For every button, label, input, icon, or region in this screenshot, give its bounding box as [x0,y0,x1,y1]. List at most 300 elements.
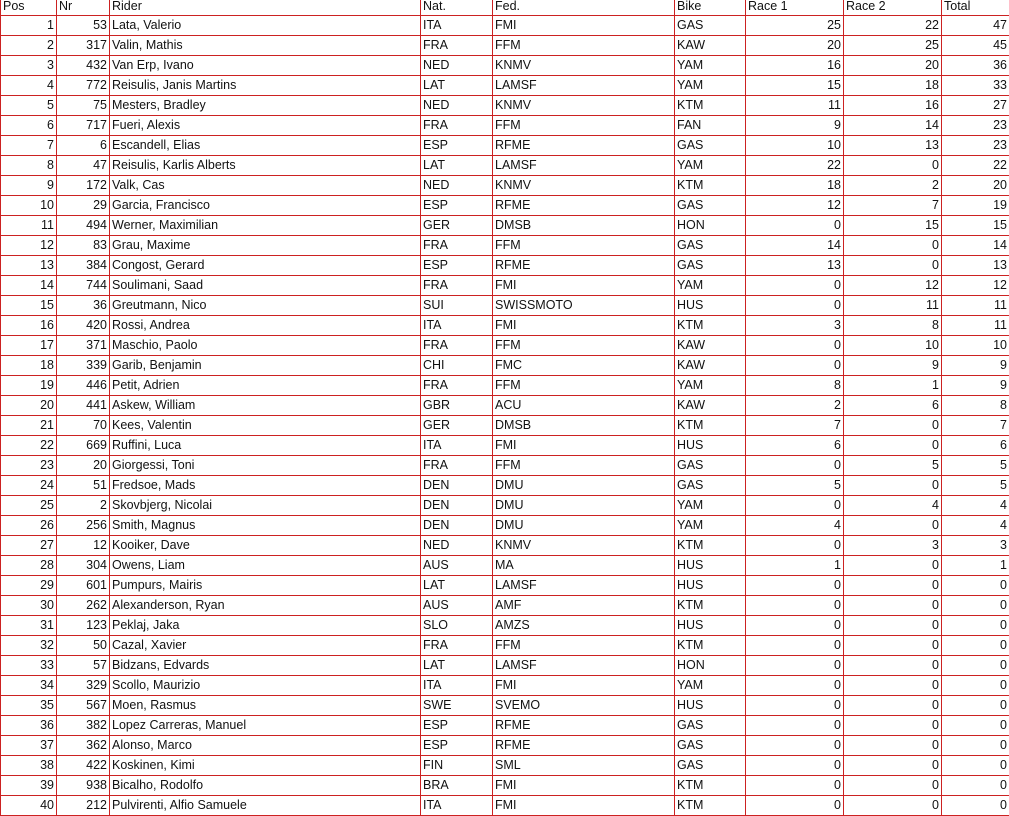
cell-race2: 0 [844,236,942,256]
table-row [1,376,1009,396]
table-row [1,636,1009,656]
cell-bike: FAN [675,116,746,136]
cell-race2: 0 [844,576,942,596]
cell-race1: 0 [746,456,844,476]
table-row [1,416,1009,436]
cell-race2: 0 [844,776,942,796]
cell-race2: 0 [844,796,942,816]
cell-bike: GAS [675,196,746,216]
table-row [1,36,1009,56]
cell-nat: ESP [421,136,493,156]
header-total: Total [942,0,1009,16]
cell-total: 9 [942,376,1009,396]
cell-nat: FRA [421,456,493,476]
cell-pos: 22 [1,436,57,456]
cell-pos: 16 [1,316,57,336]
cell-rider: Koskinen, Kimi [110,756,421,776]
table-row [1,696,1009,716]
cell-rider: Petit, Adrien [110,376,421,396]
table-row [1,176,1009,196]
cell-race1: 0 [746,616,844,636]
cell-bike: YAM [675,676,746,696]
cell-nat: DEN [421,516,493,536]
cell-bike: HUS [675,556,746,576]
cell-rider: Bidzans, Edvards [110,656,421,676]
cell-fed: KNMV [493,96,675,116]
cell-total: 0 [942,776,1009,796]
cell-nr: 29 [57,196,110,216]
cell-nat: FRA [421,376,493,396]
cell-nat: NED [421,56,493,76]
cell-total: 5 [942,476,1009,496]
cell-bike: GAS [675,736,746,756]
cell-rider: Askew, William [110,396,421,416]
cell-bike: YAM [675,516,746,536]
cell-race2: 10 [844,336,942,356]
table-row [1,276,1009,296]
table-row [1,196,1009,216]
cell-bike: HUS [675,576,746,596]
cell-nat: NED [421,176,493,196]
cell-pos: 15 [1,296,57,316]
cell-pos: 14 [1,276,57,296]
cell-bike: GAS [675,136,746,156]
cell-fed: FMI [493,316,675,336]
table-row [1,256,1009,276]
cell-race2: 7 [844,196,942,216]
cell-pos: 32 [1,636,57,656]
table-row [1,116,1009,136]
table-row [1,496,1009,516]
cell-fed: RFME [493,136,675,156]
cell-bike: GAS [675,256,746,276]
cell-race2: 22 [844,16,942,36]
cell-race2: 15 [844,216,942,236]
cell-rider: Werner, Maximilian [110,216,421,236]
cell-race1: 14 [746,236,844,256]
cell-rider: Cazal, Xavier [110,636,421,656]
cell-total: 23 [942,116,1009,136]
cell-pos: 12 [1,236,57,256]
cell-bike: HON [675,216,746,236]
cell-race1: 2 [746,396,844,416]
cell-total: 5 [942,456,1009,476]
cell-bike: YAM [675,376,746,396]
cell-nat: FRA [421,276,493,296]
cell-race2: 0 [844,636,942,656]
cell-nat: GBR [421,396,493,416]
table-row [1,356,1009,376]
cell-race1: 0 [746,776,844,796]
cell-rider: Van Erp, Ivano [110,56,421,76]
cell-pos: 3 [1,56,57,76]
cell-race1: 0 [746,276,844,296]
cell-fed: DMSB [493,216,675,236]
cell-race2: 0 [844,596,942,616]
cell-total: 7 [942,416,1009,436]
cell-rider: Owens, Liam [110,556,421,576]
cell-race2: 0 [844,436,942,456]
header-race2: Race 2 [844,0,942,16]
table-row [1,316,1009,336]
cell-total: 10 [942,336,1009,356]
cell-rider: Moen, Rasmus [110,696,421,716]
header-row [1,0,1009,16]
cell-pos: 34 [1,676,57,696]
cell-rider: Mesters, Bradley [110,96,421,116]
cell-race1: 0 [746,576,844,596]
cell-nat: LAT [421,576,493,596]
cell-bike: HUS [675,616,746,636]
cell-race2: 0 [844,416,942,436]
cell-pos: 40 [1,796,57,816]
cell-fed: SWISSMOTO [493,296,675,316]
cell-total: 8 [942,396,1009,416]
cell-bike: YAM [675,56,746,76]
cell-race1: 9 [746,116,844,136]
cell-total: 47 [942,16,1009,36]
cell-race2: 0 [844,676,942,696]
cell-rider: Rossi, Andrea [110,316,421,336]
cell-bike: GAS [675,236,746,256]
cell-fed: FMI [493,276,675,296]
cell-fed: FMC [493,356,675,376]
table-row [1,136,1009,156]
cell-race1: 25 [746,16,844,36]
cell-race1: 5 [746,476,844,496]
cell-rider: Smith, Magnus [110,516,421,536]
cell-race2: 0 [844,256,942,276]
cell-race1: 12 [746,196,844,216]
cell-nat: NED [421,96,493,116]
cell-bike: KTM [675,96,746,116]
cell-fed: KNMV [493,536,675,556]
table-row [1,296,1009,316]
cell-pos: 8 [1,156,57,176]
cell-nr: 50 [57,636,110,656]
table-row [1,556,1009,576]
cell-rider: Escandell, Elias [110,136,421,156]
cell-pos: 37 [1,736,57,756]
cell-nr: 172 [57,176,110,196]
cell-race2: 12 [844,276,942,296]
cell-total: 23 [942,136,1009,156]
results-body [1,16,1009,816]
cell-nat: SWE [421,696,493,716]
cell-nat: ITA [421,16,493,36]
cell-pos: 2 [1,36,57,56]
cell-nat: BRA [421,776,493,796]
cell-race1: 1 [746,556,844,576]
cell-bike: GAS [675,716,746,736]
cell-nr: 669 [57,436,110,456]
cell-rider: Bicalho, Rodolfo [110,776,421,796]
cell-nr: 717 [57,116,110,136]
cell-race2: 6 [844,396,942,416]
cell-total: 0 [942,736,1009,756]
cell-rider: Grau, Maxime [110,236,421,256]
cell-race2: 0 [844,696,942,716]
cell-nr: 262 [57,596,110,616]
cell-race1: 0 [746,336,844,356]
cell-nr: 362 [57,736,110,756]
cell-bike: HON [675,656,746,676]
cell-pos: 13 [1,256,57,276]
cell-total: 0 [942,596,1009,616]
cell-race2: 0 [844,516,942,536]
table-row [1,436,1009,456]
cell-rider: Alonso, Marco [110,736,421,756]
cell-race1: 13 [746,256,844,276]
cell-fed: FFM [493,336,675,356]
cell-race1: 18 [746,176,844,196]
cell-fed: MA [493,556,675,576]
table-row [1,216,1009,236]
cell-rider: Peklaj, Jaka [110,616,421,636]
cell-nr: 6 [57,136,110,156]
cell-nr: 20 [57,456,110,476]
cell-fed: LAMSF [493,656,675,676]
cell-fed: SVEMO [493,696,675,716]
cell-fed: DMU [493,496,675,516]
cell-race1: 22 [746,156,844,176]
cell-pos: 10 [1,196,57,216]
cell-nat: LAT [421,156,493,176]
cell-nat: FIN [421,756,493,776]
cell-pos: 33 [1,656,57,676]
cell-pos: 28 [1,556,57,576]
cell-race1: 11 [746,96,844,116]
cell-pos: 5 [1,96,57,116]
cell-bike: KAW [675,336,746,356]
cell-total: 13 [942,256,1009,276]
cell-bike: KTM [675,636,746,656]
cell-nr: 744 [57,276,110,296]
table-row [1,236,1009,256]
cell-fed: RFME [493,736,675,756]
cell-nr: 317 [57,36,110,56]
cell-race1: 3 [746,316,844,336]
cell-nr: 57 [57,656,110,676]
cell-pos: 4 [1,76,57,96]
cell-total: 0 [942,616,1009,636]
cell-fed: DMU [493,516,675,536]
cell-bike: KTM [675,596,746,616]
cell-nat: CHI [421,356,493,376]
cell-nat: ESP [421,196,493,216]
cell-race2: 0 [844,736,942,756]
cell-fed: RFME [493,256,675,276]
cell-race1: 0 [746,216,844,236]
cell-bike: KTM [675,316,746,336]
cell-nat: ESP [421,736,493,756]
cell-fed: DMSB [493,416,675,436]
cell-total: 11 [942,296,1009,316]
cell-nat: SLO [421,616,493,636]
cell-total: 0 [942,636,1009,656]
cell-nat: NED [421,536,493,556]
cell-rider: Ruffini, Luca [110,436,421,456]
cell-rider: Valk, Cas [110,176,421,196]
table-row [1,736,1009,756]
cell-total: 0 [942,576,1009,596]
cell-race2: 13 [844,136,942,156]
cell-fed: ACU [493,396,675,416]
cell-bike: YAM [675,276,746,296]
cell-total: 0 [942,676,1009,696]
cell-pos: 19 [1,376,57,396]
cell-nat: AUS [421,556,493,576]
cell-nr: 36 [57,296,110,316]
cell-total: 45 [942,36,1009,56]
cell-bike: GAS [675,456,746,476]
cell-fed: KNMV [493,176,675,196]
cell-nr: 51 [57,476,110,496]
cell-nat: LAT [421,76,493,96]
cell-pos: 20 [1,396,57,416]
cell-nat: FRA [421,636,493,656]
cell-rider: Kooiker, Dave [110,536,421,556]
cell-race2: 2 [844,176,942,196]
cell-pos: 17 [1,336,57,356]
cell-total: 1 [942,556,1009,576]
cell-rider: Greutmann, Nico [110,296,421,316]
cell-pos: 36 [1,716,57,736]
cell-rider: Kees, Valentin [110,416,421,436]
header-nr: Nr [57,0,110,16]
cell-bike: HUS [675,436,746,456]
header-rider: Rider [110,0,421,16]
cell-rider: Lopez Carreras, Manuel [110,716,421,736]
cell-total: 0 [942,796,1009,816]
cell-race1: 0 [746,696,844,716]
cell-nr: 432 [57,56,110,76]
cell-total: 0 [942,716,1009,736]
cell-nr: 938 [57,776,110,796]
cell-rider: Pulvirenti, Alfio Samuele [110,796,421,816]
cell-total: 15 [942,216,1009,236]
cell-total: 4 [942,516,1009,536]
cell-race2: 25 [844,36,942,56]
cell-pos: 9 [1,176,57,196]
cell-nr: 256 [57,516,110,536]
table-row [1,536,1009,556]
cell-rider: Lata, Valerio [110,16,421,36]
table-row [1,56,1009,76]
cell-nr: 2 [57,496,110,516]
cell-nat: FRA [421,116,493,136]
cell-total: 36 [942,56,1009,76]
cell-race2: 9 [844,356,942,376]
cell-nr: 422 [57,756,110,776]
cell-fed: FFM [493,36,675,56]
table-row [1,656,1009,676]
table-row [1,16,1009,36]
cell-race2: 0 [844,756,942,776]
cell-fed: FMI [493,16,675,36]
cell-nat: DEN [421,476,493,496]
cell-race2: 0 [844,556,942,576]
cell-nat: ITA [421,316,493,336]
cell-race1: 0 [746,796,844,816]
cell-nr: 339 [57,356,110,376]
table-row [1,96,1009,116]
cell-nat: ITA [421,436,493,456]
table-row [1,336,1009,356]
table-row [1,756,1009,776]
cell-total: 11 [942,316,1009,336]
cell-fed: KNMV [493,56,675,76]
cell-rider: Maschio, Paolo [110,336,421,356]
cell-fed: FMI [493,436,675,456]
cell-rider: Reisulis, Janis Martins [110,76,421,96]
table-row [1,576,1009,596]
cell-bike: YAM [675,156,746,176]
cell-race1: 0 [746,356,844,376]
cell-rider: Congost, Gerard [110,256,421,276]
cell-rider: Giorgessi, Toni [110,456,421,476]
cell-race1: 4 [746,516,844,536]
cell-pos: 39 [1,776,57,796]
cell-race2: 14 [844,116,942,136]
table-row [1,716,1009,736]
cell-rider: Fredsoe, Mads [110,476,421,496]
cell-pos: 7 [1,136,57,156]
cell-nr: 494 [57,216,110,236]
cell-bike: KAW [675,356,746,376]
cell-fed: FFM [493,116,675,136]
table-row [1,476,1009,496]
cell-nat: GER [421,216,493,236]
cell-fed: DMU [493,476,675,496]
cell-fed: FFM [493,236,675,256]
cell-rider: Valin, Mathis [110,36,421,56]
cell-race2: 0 [844,156,942,176]
cell-pos: 27 [1,536,57,556]
cell-nr: 371 [57,336,110,356]
cell-nat: ESP [421,256,493,276]
cell-race2: 0 [844,656,942,676]
cell-total: 3 [942,536,1009,556]
cell-race1: 20 [746,36,844,56]
cell-bike: KTM [675,416,746,436]
cell-nat: SUI [421,296,493,316]
header-pos: Pos [1,0,57,16]
cell-bike: HUS [675,696,746,716]
cell-fed: LAMSF [493,576,675,596]
cell-rider: Soulimani, Saad [110,276,421,296]
cell-bike: KAW [675,36,746,56]
cell-nat: ESP [421,716,493,736]
cell-race2: 0 [844,616,942,636]
cell-race2: 4 [844,496,942,516]
cell-nr: 329 [57,676,110,696]
cell-race1: 0 [746,756,844,776]
cell-nr: 83 [57,236,110,256]
cell-pos: 31 [1,616,57,636]
cell-nat: ITA [421,796,493,816]
cell-fed: SML [493,756,675,776]
cell-rider: Skovbjerg, Nicolai [110,496,421,516]
header-nat: Nat. [421,0,493,16]
cell-pos: 26 [1,516,57,536]
cell-nr: 12 [57,536,110,556]
cell-nr: 212 [57,796,110,816]
cell-fed: FMI [493,776,675,796]
cell-race1: 0 [746,296,844,316]
cell-total: 9 [942,356,1009,376]
cell-nr: 384 [57,256,110,276]
